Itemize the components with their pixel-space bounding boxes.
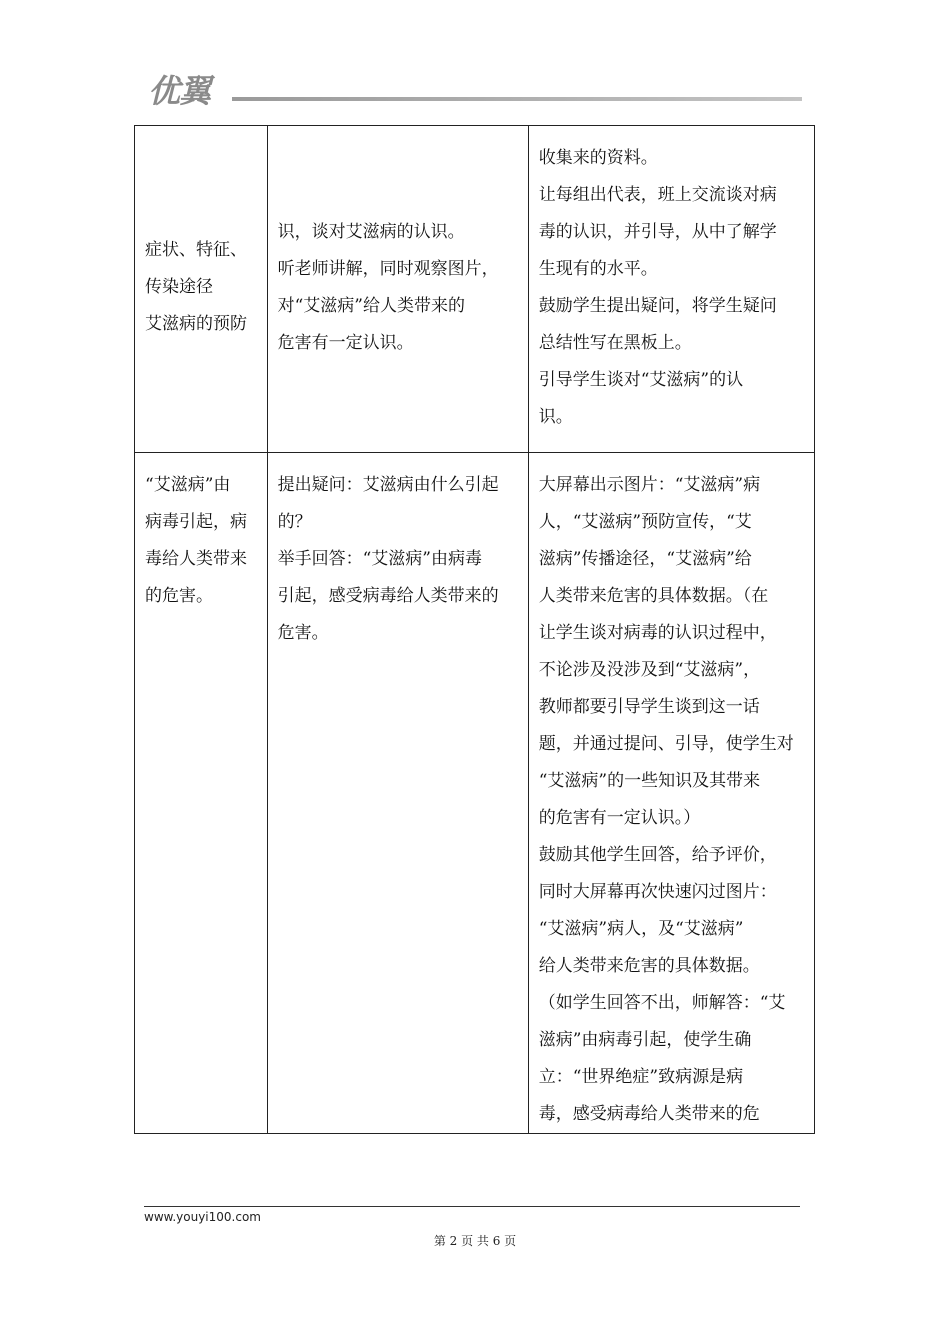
teacher-activity-cell bbox=[528, 126, 814, 453]
cell-text-line: “艾滋病”由 bbox=[145, 475, 231, 495]
table-row bbox=[135, 126, 815, 453]
cell-text-line: 毒给人类带来 bbox=[145, 549, 247, 569]
cell-text-line: 毒的认识，并引导，从中了解学 bbox=[538, 222, 777, 242]
cell-text-line: 给人类带来危害的具体数据。 bbox=[538, 956, 760, 976]
topic-cell bbox=[135, 453, 268, 1134]
student-activity-cell bbox=[267, 126, 528, 453]
cell-text-line: 危害有一定认识。 bbox=[277, 333, 414, 353]
cell-text-line: 危害。 bbox=[277, 623, 329, 643]
cell-text-line: 病毒引起，病 bbox=[145, 512, 247, 532]
cell-text-line: 立：“世界绝症”致病源是病 bbox=[538, 1067, 744, 1087]
cell-text-line: 滋病”由病毒引起，使学生确 bbox=[538, 1030, 752, 1050]
cell-text-line: 让每组出代表，班上交流谈对病 bbox=[538, 185, 777, 205]
cell-text-line: 毒，感受病毒给人类带来的危 bbox=[538, 1104, 760, 1124]
teacher-activity-cell bbox=[528, 453, 814, 1134]
cell-text-line: 让学生谈对病毒的认识过程中， bbox=[538, 623, 777, 643]
cell-text-line: 收集来的资料。 bbox=[538, 148, 658, 168]
cell-text-line: 症状、特征、 bbox=[145, 240, 247, 260]
student-activity-cell bbox=[267, 453, 528, 1134]
page-number: 第 2 页 共 6 页 bbox=[433, 1234, 517, 1248]
cell-text-line: 识。 bbox=[538, 407, 573, 427]
cell-text-line: 举手回答：“艾滋病”由病毒 bbox=[277, 549, 482, 569]
header-rule bbox=[232, 97, 802, 101]
cell-text-line: 引导学生谈对“艾滋病”的认 bbox=[538, 370, 744, 390]
lesson-plan-table bbox=[134, 125, 815, 1134]
cell-text-line: 生现有的水平。 bbox=[538, 259, 658, 279]
cell-text-line: 同时大屏幕再次快速闪过图片： bbox=[538, 882, 777, 902]
cell-text-line: 听老师讲解，同时观察图片， bbox=[277, 259, 499, 279]
cell-text-line: 不论涉及没涉及到“艾滋病”， bbox=[538, 660, 761, 680]
cell-text-line: 滋病”传播途径，“艾滋病”给 bbox=[538, 549, 752, 569]
cell-text-line: 教师都要引导学生谈到这一话 bbox=[538, 697, 760, 717]
cell-text-line: 引起，感受病毒给人类带来的 bbox=[277, 586, 499, 606]
cell-text-line: 题，并通过提问、引导，使学生对 bbox=[538, 734, 794, 754]
footer-rule bbox=[144, 1206, 800, 1207]
cell-text-line: 鼓励学生提出疑问，将学生疑问 bbox=[538, 296, 777, 316]
cell-text-line: 人类带来危害的具体数据。（在 bbox=[538, 586, 769, 606]
cell-text-line: 总结性写在黑板上。 bbox=[538, 333, 692, 353]
cell-text-line: 提出疑问：艾滋病由什么引起 bbox=[277, 475, 499, 495]
footer-url: www.youyi100.com bbox=[144, 1210, 261, 1224]
cell-text-line: “艾滋病”病人，及“艾滋病” bbox=[538, 919, 744, 939]
topic-cell bbox=[135, 126, 268, 453]
cell-text-line: 大屏幕出示图片：“艾滋病”病 bbox=[538, 475, 761, 495]
cell-text-line: 的？ bbox=[277, 512, 312, 532]
cell-text-line: （如学生回答不出，师解答：“艾 bbox=[538, 993, 786, 1013]
cell-text-line: 传染途径 bbox=[145, 277, 213, 297]
cell-text-line: 识，谈对艾滋病的认识。 bbox=[277, 222, 465, 242]
cell-text-line: “艾滋病”的一些知识及其带来 bbox=[538, 771, 761, 791]
cell-text-line: 人，“艾滋病”预防宣传，“艾 bbox=[538, 512, 752, 532]
cell-text-line: 的危害。 bbox=[145, 586, 213, 606]
cell-text-line: 的危害有一定认识。） bbox=[538, 808, 701, 828]
cell-text-line: 对“艾滋病”给人类带来的 bbox=[277, 296, 465, 316]
cell-text-line: 鼓励其他学生回答，给予评价， bbox=[538, 845, 777, 865]
cell-text-line: 艾滋病的预防 bbox=[145, 314, 247, 334]
table-row bbox=[135, 453, 815, 1134]
logo: 优翼 bbox=[148, 72, 211, 110]
